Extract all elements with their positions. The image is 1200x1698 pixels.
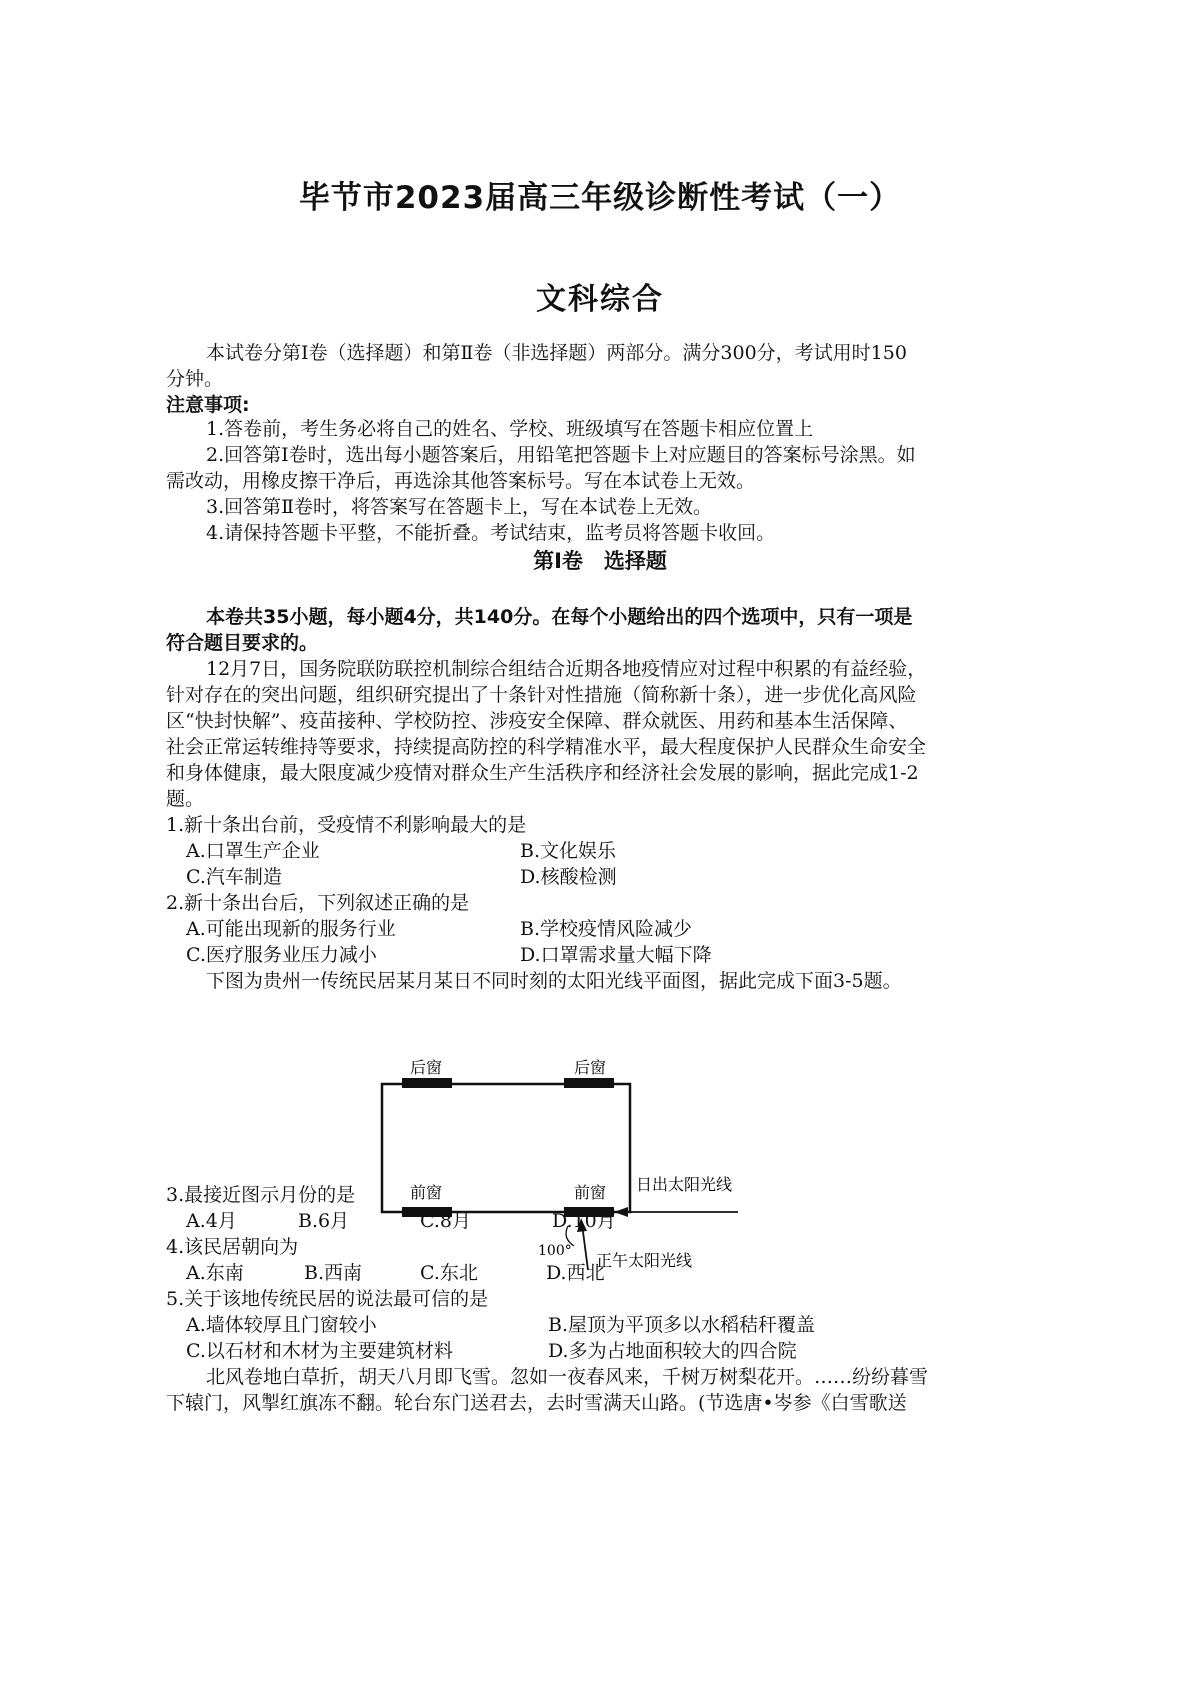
rear-window-left-label: 后窗 — [410, 1058, 443, 1077]
passage-line: 区“快封快解”、疫苗接种、学校防控、涉疫安全保障、群众就医、用药和基本生活保障、 — [166, 710, 908, 732]
sunlight-diagram — [400, 1058, 800, 1280]
sunrise-ray-label: 日出太阳光线 — [636, 1175, 733, 1194]
question-stem: 5.关于该地传统民居的说法最可信的是 — [166, 1288, 489, 1310]
question-stem: 3.最接近图示月份的是 — [166, 1184, 356, 1206]
section-title: 第Ⅰ卷 选择题 — [533, 549, 667, 573]
intro-line: 分钟。 — [166, 368, 224, 390]
option: D.核酸检测 — [520, 866, 617, 888]
rear-window-right-mark — [564, 1078, 614, 1088]
rear-window-right-label: 后窗 — [574, 1058, 607, 1077]
question-stem: 1.新十条出台前，受疫情不利影响最大的是 — [166, 814, 527, 836]
option: B.西南 — [304, 1262, 363, 1284]
exam-subtitle: 文科综合 — [536, 282, 664, 317]
notice-item: 3.回答第Ⅱ卷时，将答案写在答题卡上，写在本试卷上无效。 — [206, 496, 713, 518]
exam-title: 毕节市2023届高三年级诊断性考试（一） — [298, 180, 902, 216]
notice-item: 4.请保持答题卡平整，不能折叠。考试结束，监考员将答题卡收回。 — [206, 522, 776, 544]
option: D.西北 — [546, 1262, 605, 1284]
option: D.多为占地面积较大的四合院 — [548, 1340, 797, 1362]
notice-item: 1.答卷前，考生务必将自己的姓名、学校、班级填写在答题卡相应位置上 — [206, 418, 814, 440]
passage-line: 下图为贵州一传统民居某月某日不同时刻的太阳光线平面图，据此完成下面3-5题。 — [206, 970, 902, 992]
passage-line: 北风卷地白草折，胡天八月即飞雪。忽如一夜春风来，千树万树梨花开。……纷纷暮雪 — [206, 1366, 929, 1388]
rear-window-left-mark — [402, 1078, 452, 1088]
sunrise-ray-arrow — [614, 1207, 628, 1217]
passage-line: 和身体健康，最大限度减少疫情对群众生产生活秩序和经济社会发展的影响，据此完成1-2 — [166, 762, 919, 784]
option: B.学校疫情风险减少 — [520, 918, 693, 940]
passage-line: 社会正常运转维持等要求，持续提高防控的科学精准水平，最大程度保护人民群众生命安全 — [166, 736, 927, 758]
option: C.医疗服务业压力减小 — [186, 944, 377, 966]
option: D.10月 — [552, 1210, 616, 1232]
section-instruction: 本卷共35小题，每小题4分，共140分。在每个小题给出的四个选项中，只有一项是 — [206, 606, 913, 628]
option: A.可能出现新的服务行业 — [186, 918, 396, 940]
passage-line: 题。 — [166, 788, 205, 810]
option: C.8月 — [420, 1210, 471, 1232]
option: B.6月 — [298, 1210, 350, 1232]
passage-line: 针对存在的突出问题，组织研究提出了十条针对性措施（简称新十条），进一步优化高风险 — [166, 684, 917, 706]
passage-line: 下辕门，风掣红旗冻不翻。轮台东门送君去，去时雪满天山路。(节选唐•岑参《白雪歌送 — [166, 1392, 907, 1414]
passage-line: 12月7日，国务院联防联控机制综合组结合近期各地疫情应对过程中积累的有益经验， — [206, 658, 927, 680]
option: B.文化娱乐 — [520, 840, 617, 862]
question-stem: 2.新十条出台后，下列叙述正确的是 — [166, 892, 470, 914]
front-window-left-label: 前窗 — [410, 1183, 443, 1202]
notice-item: 需改动，用橡皮擦干净后，再选涂其他答案标号。写在本试卷上无效。 — [166, 470, 756, 492]
option: A.4月 — [186, 1210, 237, 1232]
option: A.口罩生产企业 — [186, 840, 320, 862]
option: C.汽车制造 — [186, 866, 282, 888]
section-instruction: 符合题目要求的。 — [166, 632, 319, 654]
question-stem: 4.该民居朝向为 — [166, 1236, 299, 1258]
notice-item: 2.回答第Ⅰ卷时，选出每小题答案后，用铅笔把答题卡上对应题目的答案标号涂黑。如 — [206, 444, 916, 466]
option: A.东南 — [186, 1262, 244, 1284]
angle-label: 100° — [538, 1243, 572, 1259]
option: C.以石材和木材为主要建筑材料 — [186, 1340, 453, 1362]
intro-line: 本试卷分第Ⅰ卷（选择题）和第Ⅱ卷（非选择题）两部分。满分300分，考试用时150 — [206, 342, 907, 364]
front-window-right-label: 前窗 — [574, 1183, 607, 1202]
option: C.东北 — [420, 1262, 478, 1284]
option: B.屋顶为平顶多以水稻秸秆覆盖 — [548, 1314, 816, 1336]
option: D.口罩需求量大幅下降 — [520, 944, 712, 966]
noon-ray-label: 正午太阳光线 — [596, 1251, 693, 1270]
notice-heading: 注意事项: — [166, 394, 250, 416]
option: A.墙体较厚且门窗较小 — [186, 1314, 377, 1336]
